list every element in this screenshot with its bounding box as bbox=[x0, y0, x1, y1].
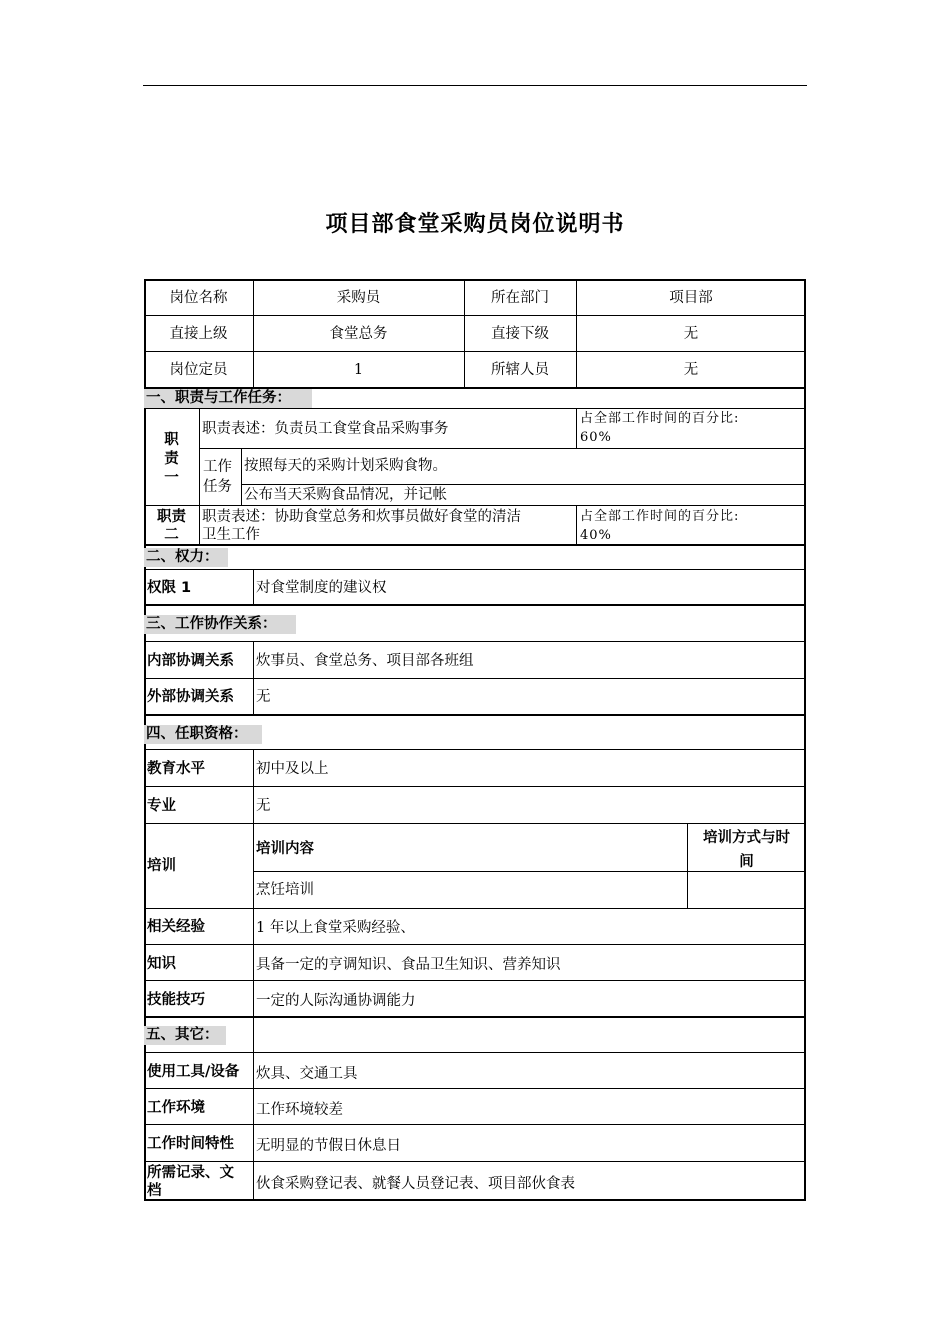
qual-grid-h7 bbox=[144, 980, 806, 981]
duty2-percentage-line2: 40% bbox=[580, 528, 612, 543]
authority-grid-h1 bbox=[144, 569, 806, 570]
qual-grid-h5 bbox=[144, 908, 806, 909]
major-label: 专业 bbox=[147, 798, 176, 814]
major-value: 无 bbox=[256, 798, 271, 814]
managed-staff-value: 无 bbox=[683, 362, 699, 378]
duty1-percentage-line1: 占全部工作时间的百分比: bbox=[580, 411, 740, 426]
authority-grid-v1 bbox=[253, 569, 254, 606]
authority-value: 对食堂制度的建议权 bbox=[256, 580, 387, 596]
subordinate-label: 直接下级 bbox=[491, 326, 549, 342]
records-label-line2: 档 bbox=[147, 1183, 162, 1199]
section-duties-heading: 一、职责与工作任务： bbox=[144, 389, 312, 408]
duty1-percentage-line2: 60% bbox=[580, 430, 612, 445]
experience-value: 1 年以上食堂采购经验、 bbox=[256, 920, 415, 936]
other-grid-h2 bbox=[144, 1088, 806, 1089]
education-label: 教育水平 bbox=[147, 761, 205, 777]
external-relations-label: 外部协调关系 bbox=[147, 689, 234, 705]
qual-grid-h6 bbox=[144, 944, 806, 945]
position-name-value: 采购员 bbox=[336, 290, 381, 306]
superior-value: 食堂总务 bbox=[329, 326, 388, 342]
duty2-description-line1: 职责表述：协助食堂总务和炊事员做好食堂的清洁 bbox=[202, 509, 521, 525]
tools-value: 炊具、交通工具 bbox=[256, 1066, 358, 1082]
relations-grid-h1 bbox=[144, 641, 806, 642]
other-grid-h3 bbox=[144, 1124, 806, 1125]
authority-table bbox=[144, 544, 806, 606]
work-time-value: 无明显的节假日休息日 bbox=[256, 1138, 401, 1154]
other-grid-v1 bbox=[253, 1016, 254, 1201]
subordinate-value: 无 bbox=[683, 326, 699, 342]
duty2-percentage-line1: 占全部工作时间的百分比: bbox=[580, 509, 740, 524]
duties-grid-h2 bbox=[199, 448, 806, 449]
other-grid-h4 bbox=[144, 1161, 806, 1162]
superior-label: 直接上级 bbox=[169, 326, 228, 342]
qual-grid-h3 bbox=[144, 823, 806, 824]
other-grid-h1 bbox=[144, 1052, 806, 1053]
duty1-task-label-line2: 任务 bbox=[203, 479, 232, 495]
duty2-description-line2: 卫生工作 bbox=[202, 527, 260, 543]
relations-grid-h2 bbox=[144, 678, 806, 679]
section-relations-heading: 三、工作协作关系： bbox=[144, 615, 296, 634]
duty1-label bbox=[144, 431, 199, 488]
tools-label: 使用工具/设备 bbox=[147, 1064, 240, 1080]
duty2-label-line2: 二 bbox=[164, 527, 179, 543]
internal-relations-value: 炊事员、食堂总务、项目部各班组 bbox=[256, 653, 474, 669]
records-value: 伙食采购登记表、就餐人员登记表、项目部伙食表 bbox=[256, 1176, 575, 1192]
department-label: 所在部门 bbox=[491, 290, 549, 306]
qual-grid-v1 bbox=[253, 749, 254, 1018]
environment-value: 工作环境较差 bbox=[256, 1102, 343, 1118]
environment-label: 工作环境 bbox=[147, 1100, 205, 1116]
skills-value: 一定的人际沟通协调能力 bbox=[256, 993, 416, 1009]
position-name-label: 岗位名称 bbox=[169, 290, 228, 306]
relations-grid-v1 bbox=[253, 641, 254, 716]
qual-grid-h2 bbox=[144, 786, 806, 787]
section-qualifications-heading: 四、任职资格： bbox=[144, 725, 262, 744]
section-authority-heading: 二、权力： bbox=[144, 548, 228, 567]
duties-grid-h3 bbox=[241, 484, 806, 485]
records-label-line1: 所需记录、文 bbox=[147, 1165, 234, 1181]
managed-staff-label: 所辖人员 bbox=[491, 362, 549, 378]
work-time-label: 工作时间特性 bbox=[147, 1136, 234, 1152]
duty1-task-1: 按照每天的采购计划采购食物。 bbox=[244, 458, 447, 474]
knowledge-value: 具备一定的亨调知识、食品卫生知识、营养知识 bbox=[256, 957, 561, 973]
duties-grid-v3 bbox=[576, 408, 577, 448]
duty1-task-label-line1: 工作 bbox=[203, 459, 232, 475]
duty2-label-line1: 职责 bbox=[157, 509, 186, 525]
other-table bbox=[144, 1016, 806, 1201]
internal-relations-label: 内部协调关系 bbox=[147, 653, 234, 669]
duties-grid-v4 bbox=[576, 505, 577, 546]
training-label: 培训 bbox=[147, 858, 176, 874]
qual-grid-h4 bbox=[253, 871, 806, 872]
experience-label: 相关经验 bbox=[147, 919, 205, 935]
training-content-header: 培训内容 bbox=[256, 841, 314, 857]
skills-label: 技能技巧 bbox=[147, 992, 205, 1008]
headcount-label: 岗位定员 bbox=[169, 362, 228, 378]
external-relations-value: 无 bbox=[256, 689, 271, 705]
document-title: 项目部食堂采购员岗位说明书 bbox=[325, 212, 625, 237]
training-method-header-line2: 间 bbox=[739, 854, 754, 870]
qual-grid-h1 bbox=[144, 749, 806, 750]
duty1-description: 职责表述：负责员工食堂食品采购事务 bbox=[202, 421, 449, 437]
duties-grid-v2 bbox=[241, 448, 242, 505]
basic-grid-h1 bbox=[144, 315, 806, 316]
education-value: 初中及以上 bbox=[256, 761, 329, 777]
duties-grid-v1 bbox=[199, 408, 200, 546]
training-method-header-line1: 培训方式与时 bbox=[703, 830, 790, 846]
headcount-value: 1 bbox=[353, 362, 364, 378]
authority-label: 权限 1 bbox=[147, 580, 192, 596]
knowledge-label: 知识 bbox=[147, 956, 176, 972]
training-content-value: 烹饪培训 bbox=[256, 882, 314, 898]
basic-grid-h2 bbox=[144, 351, 806, 352]
duty1-label-text: 职责一 bbox=[164, 432, 179, 486]
department-value: 项目部 bbox=[669, 290, 713, 306]
duties-grid-h1 bbox=[144, 408, 806, 409]
section-other-heading: 五、其它： bbox=[144, 1026, 226, 1045]
duty1-task-2: 公布当天采购食品情况，并记帐 bbox=[244, 487, 447, 503]
header-rule bbox=[143, 85, 807, 86]
duties-grid-h4 bbox=[144, 505, 806, 506]
